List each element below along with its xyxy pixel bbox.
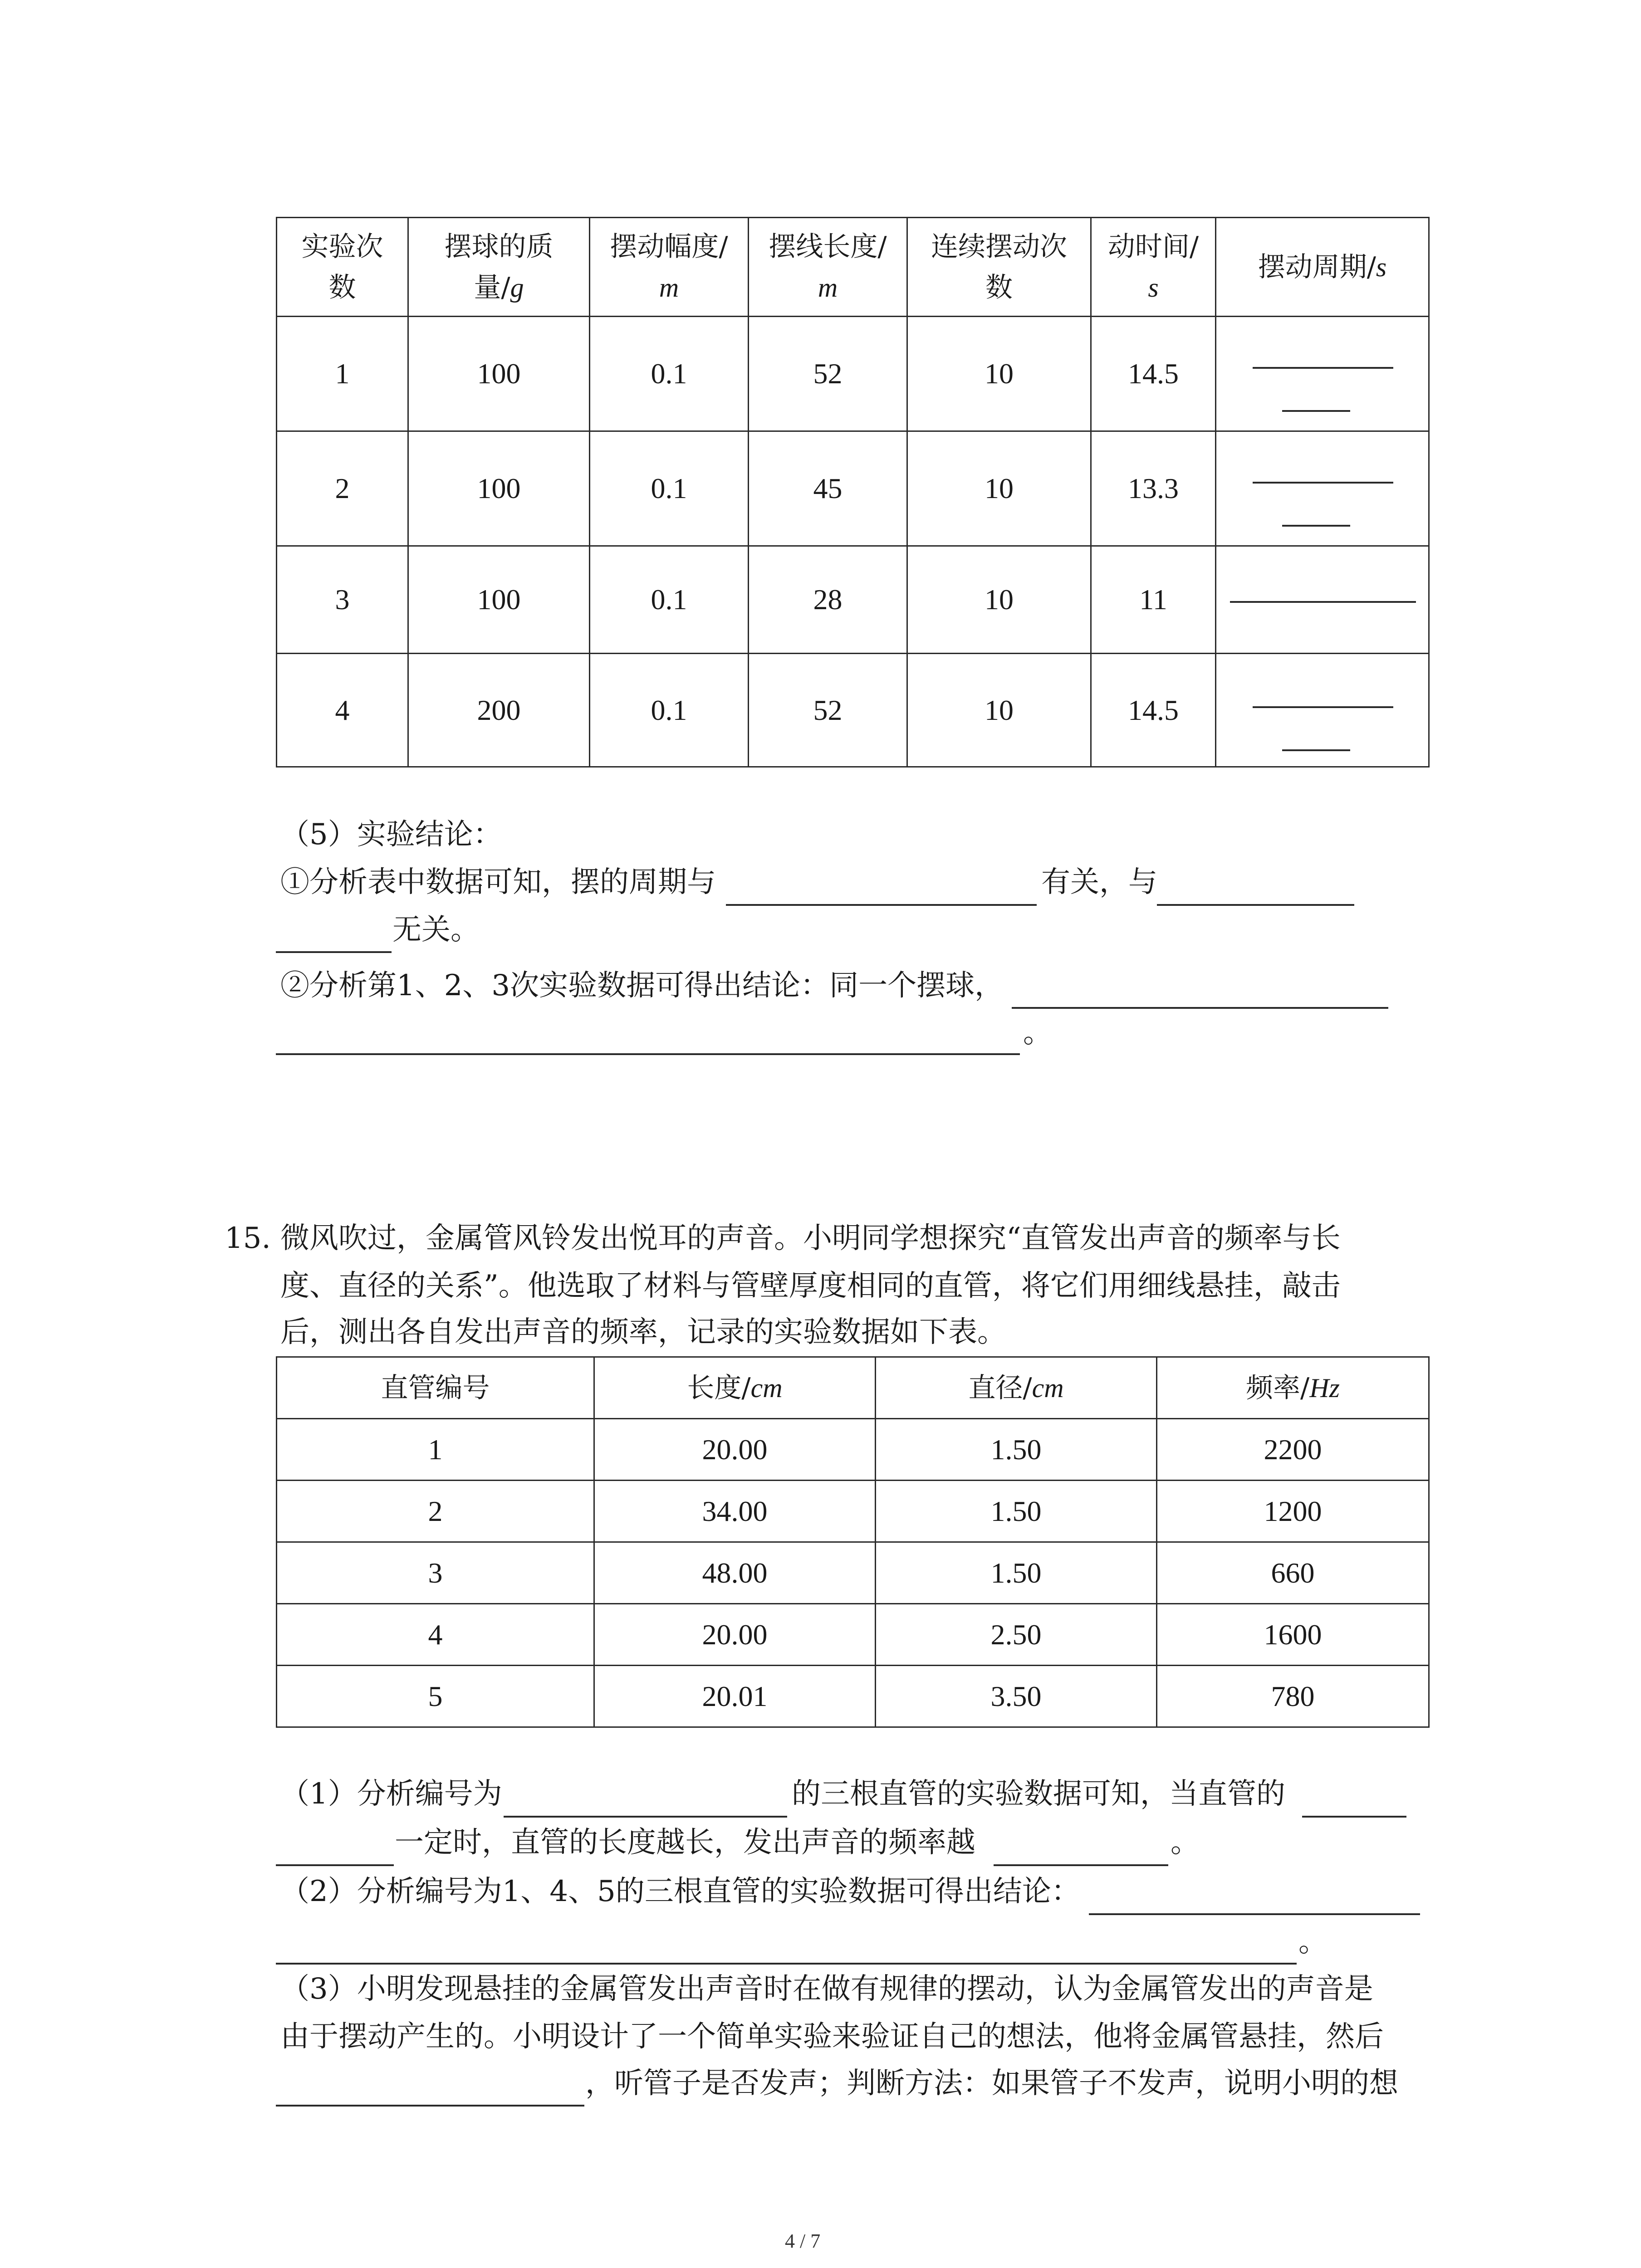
cell-amplitude: 0.1 <box>590 546 749 654</box>
table-row <box>277 1666 1429 1727</box>
cell-swings: 10 <box>907 546 1091 654</box>
table-row <box>277 1604 1429 1666</box>
answer-blank[interactable] <box>276 1864 394 1866</box>
sub1-text3: 一定时，直管的长度越长，发出声音的频率越 <box>395 1826 975 1859</box>
cell-trial: 3 <box>277 546 408 654</box>
cell-pipe-length: 20.01 <box>594 1666 876 1727</box>
cell-pipe-number: 3 <box>277 1542 594 1604</box>
cell-pipe-number: 4 <box>277 1604 594 1666</box>
cell-trial: 1 <box>277 317 408 431</box>
header-pipe-length: 长度/cm <box>594 1357 876 1419</box>
cell-pipe-diameter: 1.50 <box>876 1481 1157 1542</box>
table-row <box>277 1481 1429 1542</box>
answer-blank[interactable] <box>276 1963 1297 1965</box>
conclusion-title: （5）实验结论： <box>280 818 502 851</box>
cell-length: 45 <box>749 431 907 546</box>
table-row <box>277 317 1429 431</box>
cell-length: 28 <box>749 546 907 654</box>
cell-pipe-length: 34.00 <box>594 1481 876 1542</box>
cell-time: 14.5 <box>1091 317 1216 431</box>
sub3-line: （3）小明发现悬挂的金属管发出声音时在做有规律的摆动，认为金属管发出的声音是 <box>280 1972 1373 2006</box>
cell-pipe-number: 5 <box>277 1666 594 1727</box>
page-number: 4 / 7 <box>785 2230 821 2252</box>
answer-blank[interactable] <box>1157 904 1354 906</box>
sub1-text: （1）分析编号为 <box>280 1777 502 1811</box>
header-pipe-frequency: 频率/Hz <box>1157 1357 1429 1419</box>
cell-swings: 10 <box>907 654 1091 767</box>
question-text-line: 度、直径的关系”。他选取了材料与管壁厚度相同的直管，将它们用细线悬挂，敲击 <box>280 1269 1341 1303</box>
header-period: 摆动周期/s <box>1216 218 1429 317</box>
cell-mass: 100 <box>408 431 590 546</box>
answer-blank[interactable] <box>1089 1913 1420 1915</box>
cell-pipe-length: 20.00 <box>594 1604 876 1666</box>
table-row <box>277 431 1429 546</box>
cell-pipe-diameter: 1.50 <box>876 1542 1157 1604</box>
conclusion-q2-end: 。 <box>1023 1016 1052 1050</box>
conclusion-q1-text: ①分析表中数据可知，摆的周期与 <box>280 865 716 899</box>
period-blank[interactable] <box>1216 317 1429 431</box>
cell-trial: 4 <box>277 654 408 767</box>
cell-length: 52 <box>749 317 907 431</box>
header-length: 摆线长度/ m <box>749 218 907 317</box>
cell-trial: 2 <box>277 431 408 546</box>
table-row <box>277 1542 1429 1604</box>
cell-time: 14.5 <box>1091 654 1216 767</box>
cell-pipe-frequency: 1200 <box>1157 1481 1429 1542</box>
cell-amplitude: 0.1 <box>590 654 749 767</box>
header-trial: 实验次 数 <box>277 218 408 317</box>
cell-pipe-frequency: 1600 <box>1157 1604 1429 1666</box>
question-number: 15. <box>225 1222 271 1255</box>
cell-pipe-frequency: 660 <box>1157 1542 1429 1604</box>
header-time: 动时间/ s <box>1091 218 1216 317</box>
pendulum-table <box>276 217 1430 767</box>
answer-blank[interactable] <box>276 2105 584 2107</box>
cell-swings: 10 <box>907 431 1091 546</box>
cell-time: 13.3 <box>1091 431 1216 546</box>
conclusion-q2-text: ②分析第1、2、3次实验数据可得出结论：同一个摆球， <box>280 969 1004 1002</box>
cell-mass: 100 <box>408 317 590 431</box>
sub3-line: 由于摆动产生的。小明设计了一个简单实验来验证自己的想法，他将金属管悬挂，然后 <box>280 2020 1384 2053</box>
sub2-end: 。 <box>1298 1925 1327 1959</box>
period-blank[interactable] <box>1216 431 1429 546</box>
cell-pipe-length: 20.00 <box>594 1419 876 1481</box>
cell-pipe-diameter: 2.50 <box>876 1604 1157 1666</box>
cell-pipe-number: 2 <box>277 1481 594 1542</box>
header-swings: 连续摆动次 数 <box>907 218 1091 317</box>
header-mass: 摆球的质 量/g <box>408 218 590 317</box>
cell-pipe-frequency: 780 <box>1157 1666 1429 1727</box>
pipe-table <box>276 1356 1430 1728</box>
cell-amplitude: 0.1 <box>590 317 749 431</box>
table-row <box>277 546 1429 654</box>
cell-pipe-diameter: 3.50 <box>876 1666 1157 1727</box>
answer-blank[interactable] <box>1302 1816 1406 1818</box>
header-amplitude: 摆动幅度/ m <box>590 218 749 317</box>
period-blank[interactable] <box>1216 654 1429 767</box>
conclusion-q1-text2: 有关，与 <box>1041 865 1157 899</box>
cell-length: 52 <box>749 654 907 767</box>
sub2-text: （2）分析编号为1、4、5的三根直管的实验数据可得出结论： <box>280 1875 1080 1908</box>
cell-mass: 200 <box>408 654 590 767</box>
conclusion-q1-end: 无关。 <box>392 913 480 947</box>
question-text-line: 微风吹过，金属管风铃发出悦耳的声音。小明同学想探究“直管发出声音的频率与长 <box>280 1222 1341 1255</box>
answer-blank[interactable] <box>1012 1007 1388 1009</box>
header-pipe-number: 直管编号 <box>277 1357 594 1419</box>
cell-pipe-frequency: 2200 <box>1157 1419 1429 1481</box>
table-row <box>277 654 1429 767</box>
cell-mass: 100 <box>408 546 590 654</box>
answer-blank[interactable] <box>276 1053 1020 1055</box>
cell-pipe-number: 1 <box>277 1419 594 1481</box>
table-row <box>277 1419 1429 1481</box>
cell-pipe-length: 48.00 <box>594 1542 876 1604</box>
sub3-line: ，听管子是否发声；判断方法：如果管子不发声，说明小明的想 <box>585 2067 1398 2100</box>
answer-blank[interactable] <box>504 1816 787 1818</box>
answer-blank[interactable] <box>726 904 1037 906</box>
answer-blank[interactable] <box>276 951 392 953</box>
cell-pipe-diameter: 1.50 <box>876 1419 1157 1481</box>
answer-blank[interactable] <box>994 1864 1168 1866</box>
cell-amplitude: 0.1 <box>590 431 749 546</box>
question-text-line: 后，测出各自发出声音的频率，记录的实验数据如下表。 <box>280 1315 1006 1349</box>
header-pipe-diameter: 直径/cm <box>876 1357 1157 1419</box>
sub1-end: 。 <box>1171 1826 1200 1859</box>
cell-time: 11 <box>1091 546 1216 654</box>
period-blank[interactable] <box>1216 546 1429 654</box>
cell-swings: 10 <box>907 317 1091 431</box>
sub1-text2: 的三根直管的实验数据可知，当直管的 <box>792 1777 1285 1811</box>
